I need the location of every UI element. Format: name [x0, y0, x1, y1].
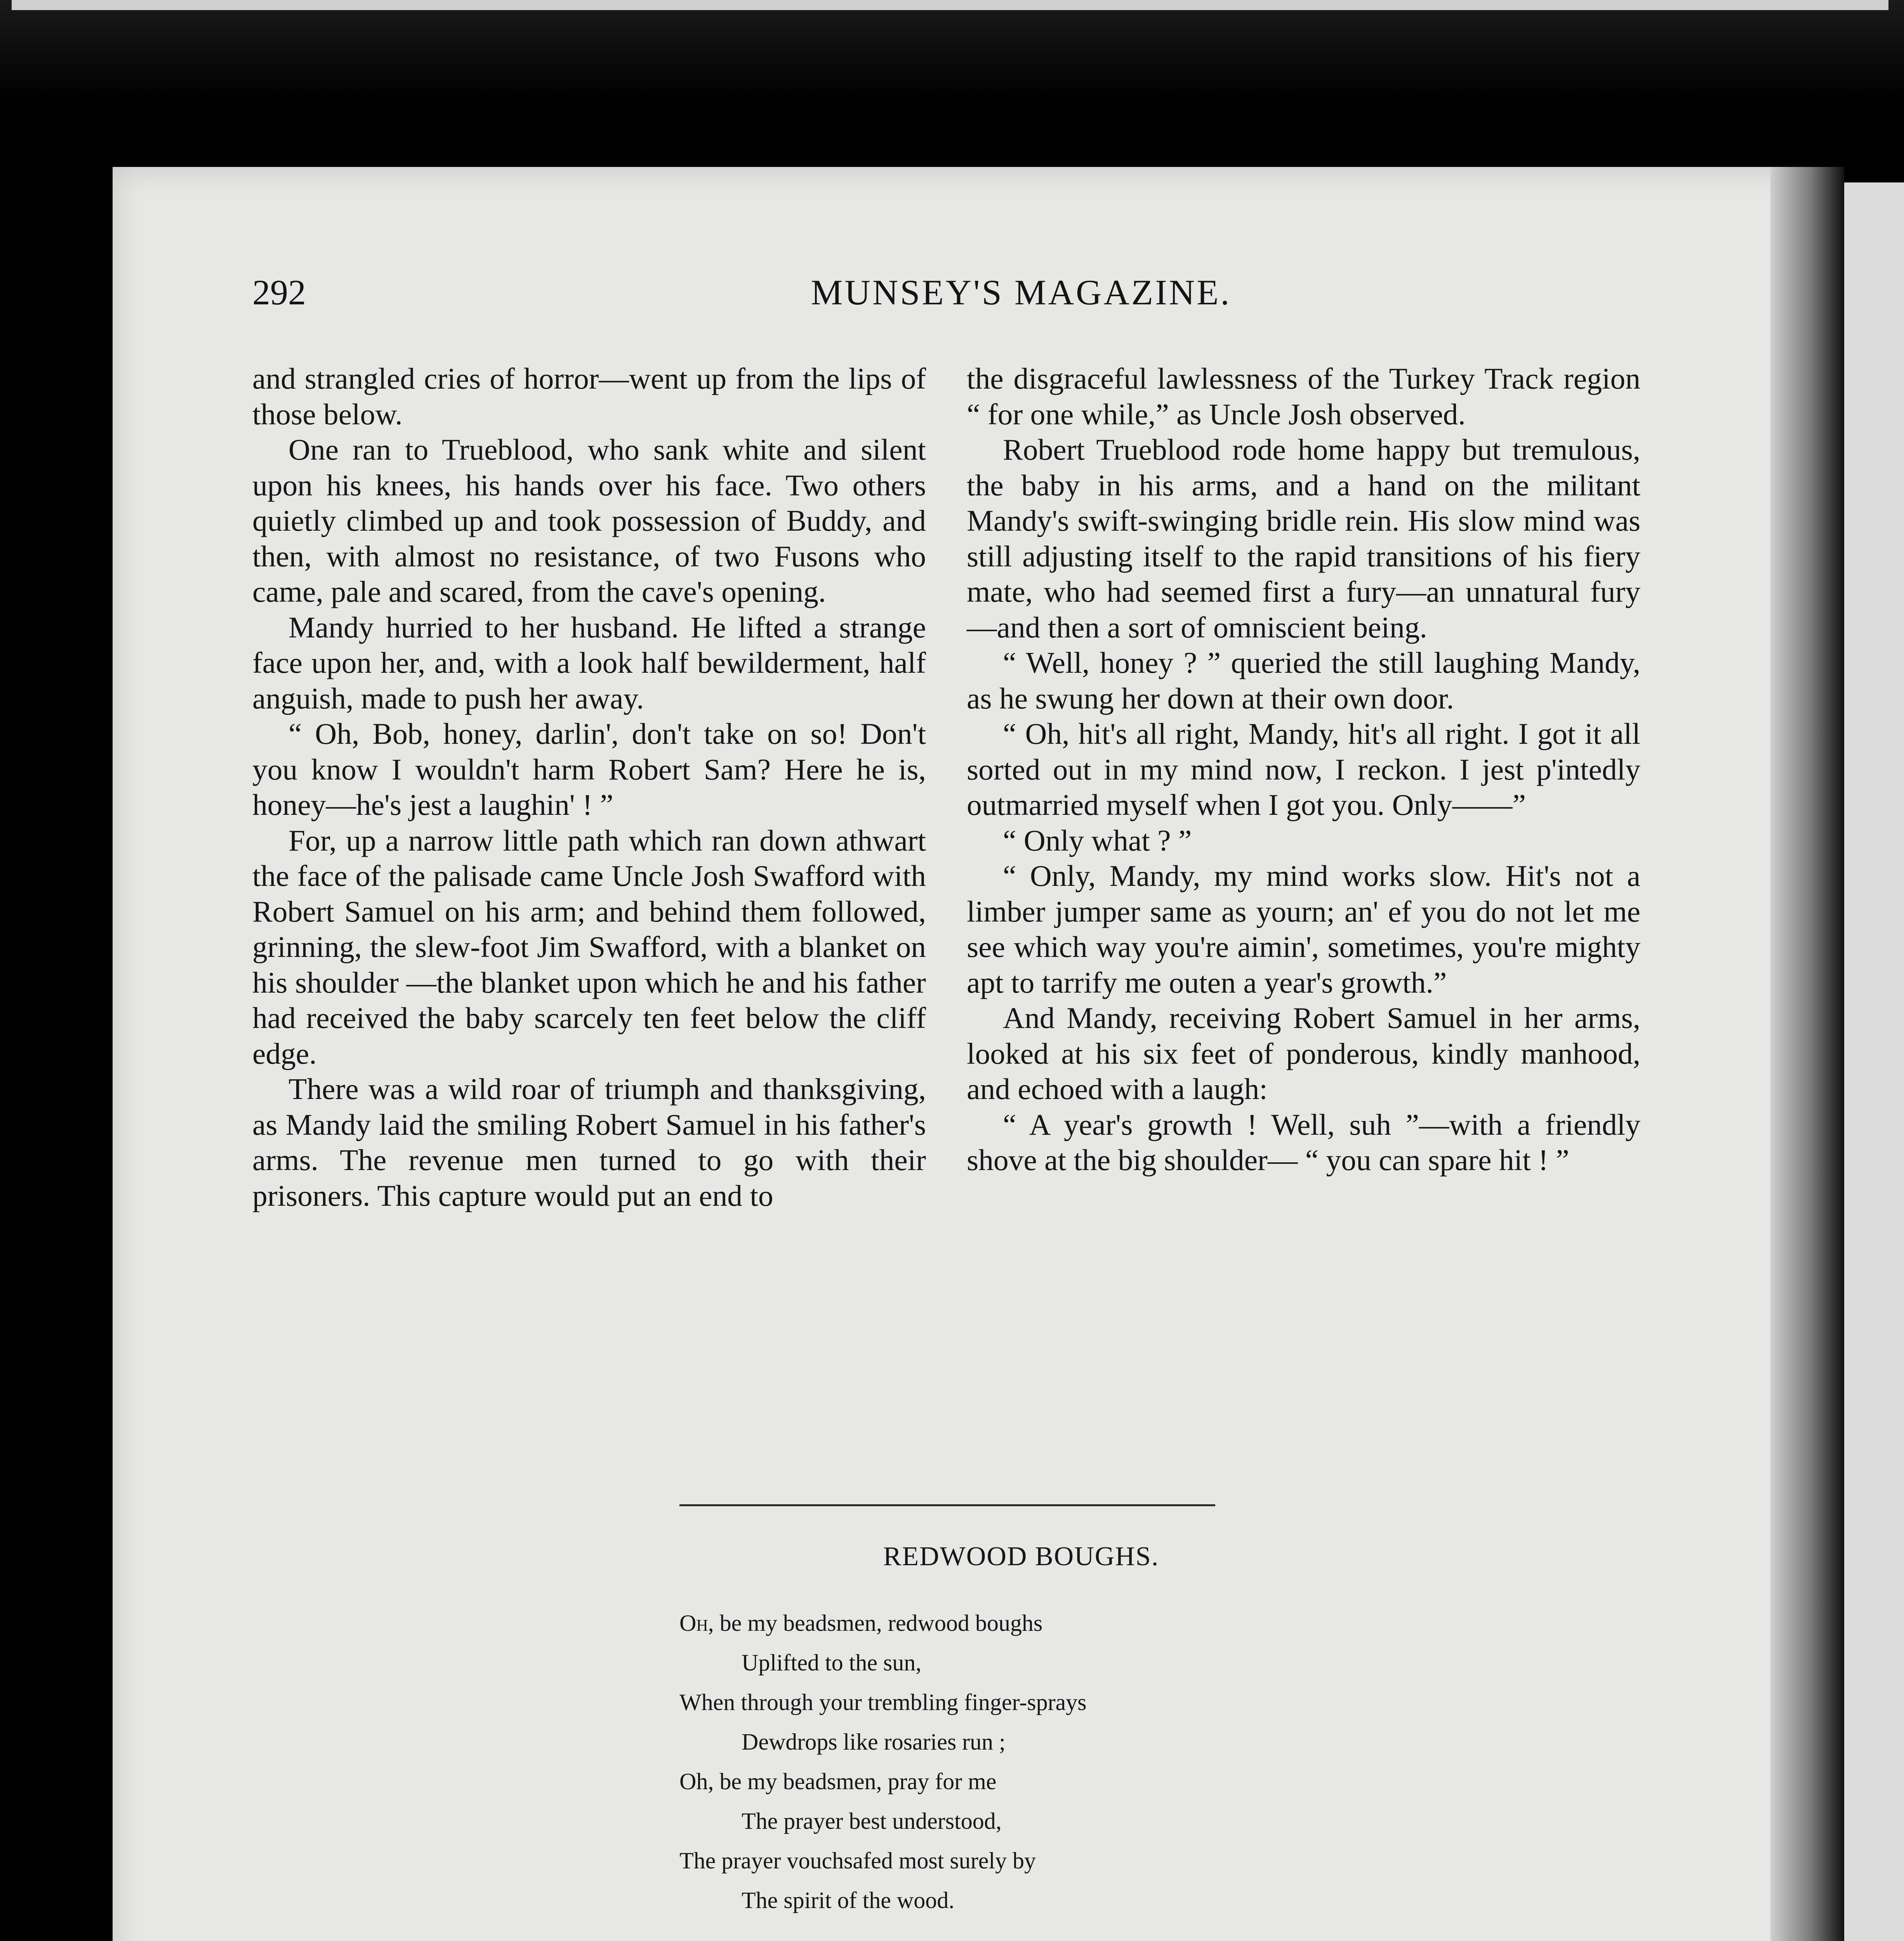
paragraph: “ Only what ? ”	[1003, 823, 1192, 857]
page-number: 292	[252, 273, 306, 312]
paragraph: And Mandy, receiving Robert Samuel in her arms, looked at his six feet of ponderous, kindly manhood, and echoed with a laugh:	[967, 1001, 1640, 1106]
poem-line: The spirit of the wood.	[742, 1887, 955, 1913]
story-column-right	[967, 361, 1640, 1178]
poem-line-text: be my beadsmen, redwood boughs	[714, 1610, 1043, 1636]
magazine-title: MUNSEY'S MAGAZINE.	[811, 273, 1232, 312]
paragraph: the disgraceful lawlessness of the Turkey Track region “ for one while,” as Uncle Josh observed.	[967, 362, 1640, 431]
paragraph: “ Oh, hit's all right, Mandy, hit's all right. I got it all sorted out in my mind now, I reckon. I jest p'intedly outmarried myself when I got you. Only——”	[967, 717, 1640, 821]
poem-stanza	[679, 1937, 1534, 1941]
paragraph: “ Well, honey ? ” queried the still laughing Mandy, as he swung her down at their own door.	[967, 646, 1640, 715]
poem-line: When through your trembling finger-sprays	[679, 1689, 1087, 1715]
paragraph: Robert Trueblood rode home happy but tremulous, the baby in his arms, and a hand on the militant Mandy's swift-swinging bridle rein. His slow mind was still adjusting itself to the rapid transitions of his fiery mate, who had seemed first a fury—an unnatural fury—and then a sort of omniscient being.	[967, 433, 1640, 644]
paragraph: There was a wild roar of triumph and thanksgiving, as Mandy laid the smiling Robert Samuel in his father's arms. The revenue men turned to go with their prisoners. This capture would put an end to	[252, 1072, 926, 1212]
paragraph: One ran to Trueblood, who sank white and silent upon his knees, his hands over his face. Two others quietly climbed up and took possession of Buddy, and then, with almost no resistance, of two Fusons who came, pale and scared, from the cave's opening.	[252, 433, 926, 608]
poem-stanza	[679, 1603, 1534, 1920]
poem	[679, 1603, 1534, 1941]
poem-line: Oh, be my beadsmen, pray for me	[679, 1769, 997, 1794]
paragraph: “ Oh, Bob, honey, darlin', don't take on so! Don't you know I wouldn't harm Robert Sam? Here he is, honey—he's jest a laughin' ! ”	[252, 717, 926, 821]
story-column-left	[252, 361, 926, 1214]
poem-line	[679, 1603, 1534, 1643]
section-divider	[679, 1504, 1215, 1506]
poem-line: Uplifted to the sun,	[742, 1650, 922, 1675]
poem-line: The prayer vouchsafed most surely by	[679, 1848, 1036, 1873]
poem-line: The prayer best understood,	[742, 1808, 1002, 1834]
page-binding-shadow	[1770, 167, 1844, 1941]
scan-top-edge	[0, 0, 1904, 101]
paragraph: and strangled cries of horror—went up from the lips of those below.	[252, 362, 926, 431]
paragraph: Mandy hurried to her husband. He lifted a strange face upon her, and, with a look half bewilderment, half anguish, made to push her away.	[252, 610, 926, 715]
poem-line: Dewdrops like rosaries run ;	[742, 1729, 1006, 1755]
poem-line	[679, 1937, 1534, 1941]
magazine-page	[113, 167, 1805, 1941]
paragraph: For, up a narrow little path which ran down athwart the face of the palisade came Uncle Josh Swafford with Robert Samuel on his arm; and behind them followed, grinning, the slew-foot Jim Swafford, with a blanket on his shoulder —the blanket upon which he and his father had received the baby scarcely ten feet below the cliff edge.	[252, 823, 926, 1070]
running-header	[252, 272, 1790, 326]
poem-title: REDWOOD BOUGHS.	[883, 1542, 1159, 1571]
paragraph: “ Only, Mandy, my mind works slow. Hit's not a limber jumper same as yourn; an' ef you do not let me see which way you're aimin', sometimes, you're mighty apt to tarrify me outen a year's growth.”	[967, 859, 1640, 999]
paragraph: “ A year's growth ! Well, suh ”—with a friendly shove at the big shoulder— “ you can spare hit ! ”	[967, 1108, 1640, 1177]
poem-first-word: Oh,	[679, 1610, 714, 1636]
